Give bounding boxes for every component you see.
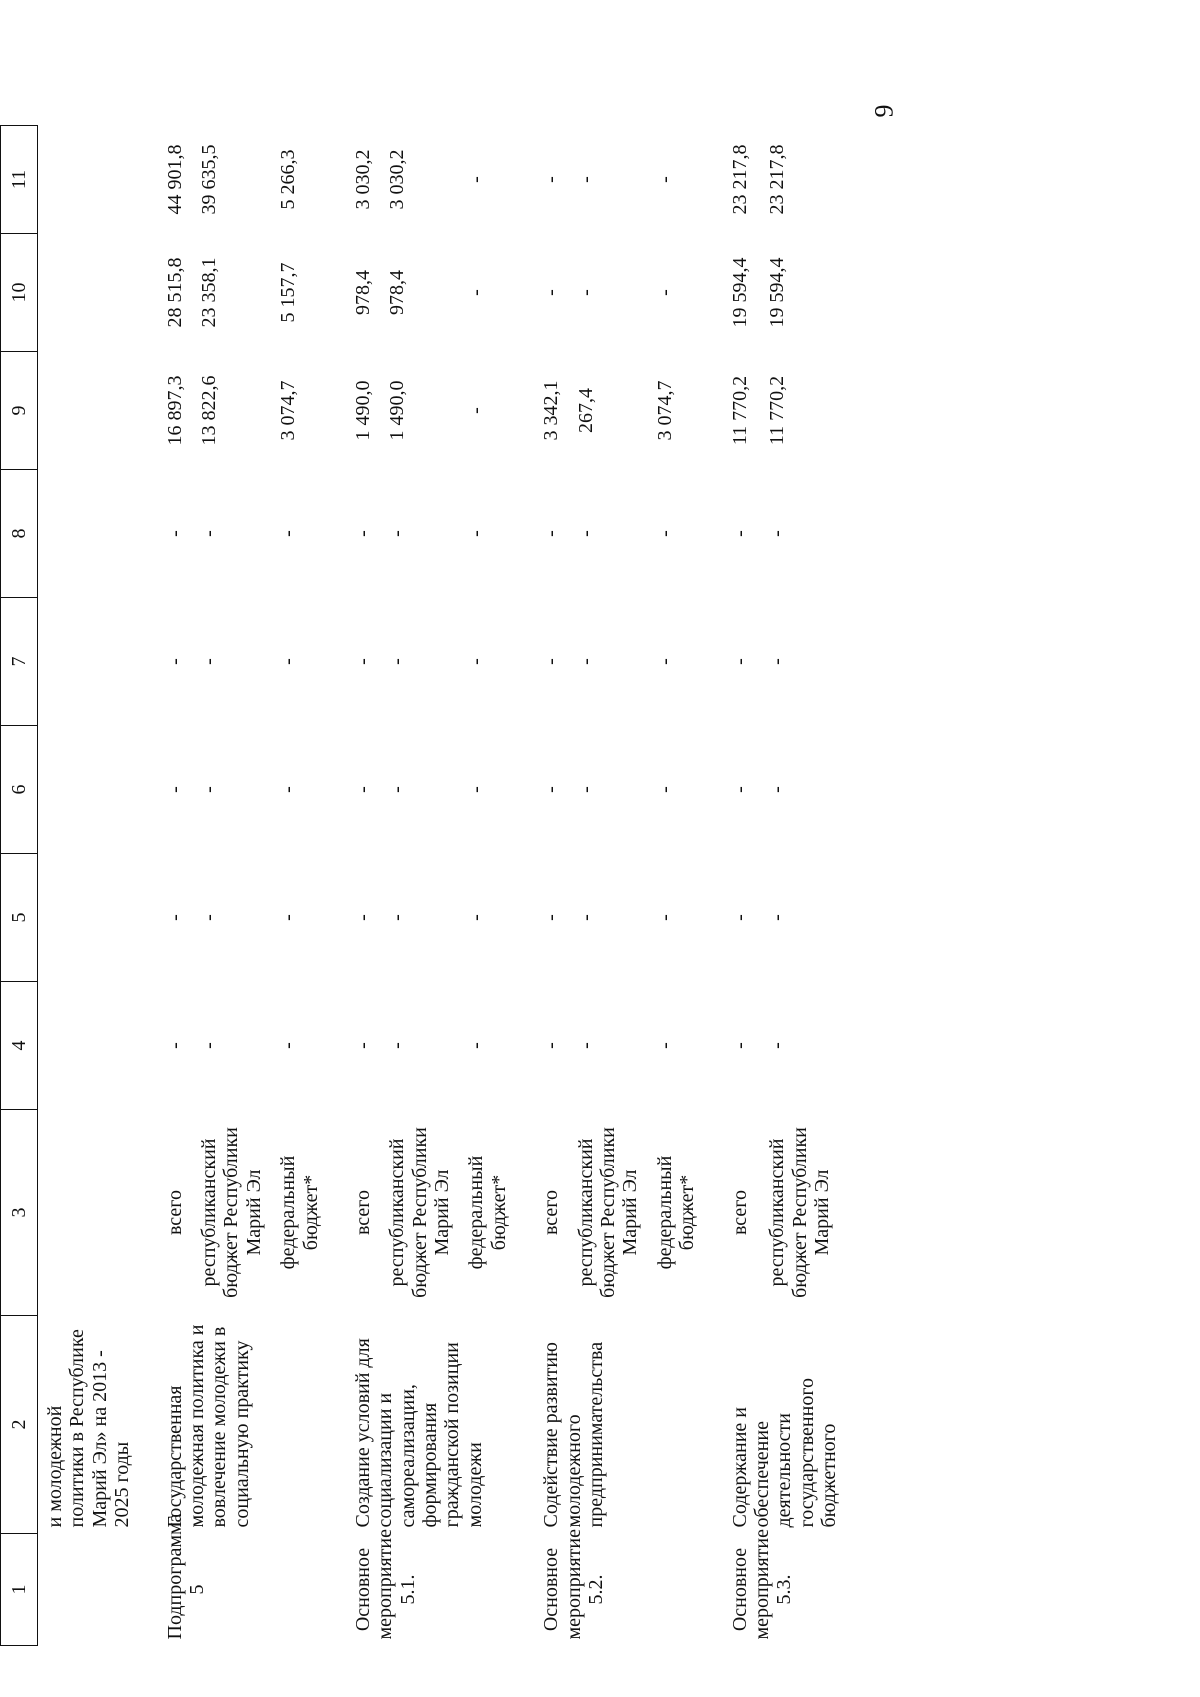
value-cell-c9: 3 342,1: [540, 380, 563, 441]
value-cell-c9: 3 074,7: [653, 380, 676, 441]
value-cell-c7: -: [163, 658, 186, 665]
funding-source: республиканский бюджет Республики Марий Эл: [197, 1127, 265, 1298]
value-cell-c4: -: [766, 1042, 789, 1049]
value-cell-c9: 13 822,6: [197, 375, 220, 446]
value-cell-c6: -: [766, 786, 789, 793]
value-cell-c6: -: [728, 786, 751, 793]
value-cell-c6: -: [163, 786, 186, 793]
value-cell-c11: 39 635,5: [197, 144, 220, 215]
value-cell-c11: -: [653, 176, 676, 183]
value-cell-c8: -: [277, 530, 300, 537]
value-cell-c9: -: [465, 407, 488, 414]
block-description: Создание условий для социализации и самореализации, формирования гражданской позиции молодежи: [351, 1338, 486, 1528]
funding-source: всего: [163, 1189, 186, 1236]
value-cell-c8: -: [766, 530, 789, 537]
value-cell-c4: -: [465, 1042, 488, 1049]
value-cell-c7: -: [728, 658, 751, 665]
value-cell-c10: -: [465, 289, 488, 296]
value-cell-c5: -: [277, 914, 300, 921]
value-cell-c11: -: [574, 176, 597, 183]
block-description: Государственная молодежная политика и вовлечение молодежи в социальную практику: [163, 1324, 253, 1528]
value-cell-c6: -: [540, 786, 563, 793]
table-row: [723, 126, 761, 1646]
value-cell-c7: -: [574, 658, 597, 665]
table-row: [158, 126, 192, 1646]
block-spacer: [140, 126, 158, 1646]
value-cell-c10: -: [653, 289, 676, 296]
value-cell-c10: 28 515,8: [163, 257, 186, 328]
funding-source: всего: [351, 1189, 374, 1236]
value-cell-c5: -: [351, 914, 374, 921]
column-header: 3: [1, 1110, 38, 1316]
funding-source: федеральный бюджет*: [465, 1155, 510, 1270]
block-description: Содержание и обеспечение деятельности государственного бюджетного: [728, 1377, 841, 1528]
value-cell-c7: -: [465, 658, 488, 665]
value-cell-c10: -: [540, 289, 563, 296]
value-cell-c9: 11 770,2: [728, 375, 751, 446]
column-header: 8: [1, 470, 38, 598]
value-cell-c8: -: [197, 530, 220, 537]
value-cell-c11: 23 217,8: [766, 144, 789, 215]
value-cell-c4: -: [197, 1042, 220, 1049]
value-cell-c6: -: [574, 786, 597, 793]
value-cell-c10: 978,4: [351, 270, 374, 315]
value-cell-c9: 16 897,3: [163, 375, 186, 446]
value-cell-c7: -: [540, 658, 563, 665]
value-cell-c11: 23 217,8: [728, 144, 751, 215]
page-number: 9: [869, 104, 899, 118]
funding-source: всего: [728, 1189, 751, 1236]
column-header: 9: [1, 352, 38, 470]
value-cell-c6: -: [351, 786, 374, 793]
column-header: 11: [1, 126, 38, 234]
intro-row: [38, 126, 140, 1646]
value-cell-c10: 19 594,4: [766, 257, 789, 328]
value-cell-c7: -: [197, 658, 220, 665]
value-cell-c6: -: [197, 786, 220, 793]
value-cell-c9: 1 490,0: [351, 380, 374, 441]
value-cell-c8: -: [465, 530, 488, 537]
column-numbers-row: [1, 126, 38, 1646]
value-cell-c5: -: [728, 914, 751, 921]
value-cell-c4: -: [574, 1042, 597, 1049]
value-cell-c4: -: [386, 1042, 409, 1049]
value-cell-c11: 44 901,8: [163, 144, 186, 215]
value-cell-c8: -: [163, 530, 186, 537]
block-spacer: [705, 126, 723, 1646]
value-cell-c6: -: [277, 786, 300, 793]
column-header: 10: [1, 234, 38, 352]
value-cell-c6: -: [386, 786, 409, 793]
value-cell-c4: -: [351, 1042, 374, 1049]
value-cell-c11: 3 030,2: [351, 149, 374, 210]
value-cell-c5: -: [465, 914, 488, 921]
table-row: [346, 126, 380, 1646]
value-cell-c8: -: [386, 530, 409, 537]
column-header: 5: [1, 854, 38, 982]
block-label: Основное мероприятие 5.2.: [540, 1529, 608, 1640]
funding-source: федеральный бюджет*: [653, 1155, 699, 1270]
value-cell-c4: -: [653, 1042, 676, 1049]
column-header: 7: [1, 598, 38, 726]
value-cell-c6: -: [653, 786, 676, 793]
value-cell-c5: -: [163, 914, 186, 921]
block-label: Основное мероприятие 5.1.: [351, 1529, 419, 1640]
block-label: Подпрограмма 5: [163, 1513, 208, 1640]
value-cell-c7: -: [766, 658, 789, 665]
value-cell-c10: 23 358,1: [197, 257, 220, 328]
value-cell-c5: -: [766, 914, 789, 921]
block-spacer: [516, 126, 534, 1646]
value-cell-c5: -: [653, 914, 676, 921]
value-cell-c5: -: [574, 914, 597, 921]
column-header: 6: [1, 726, 38, 854]
value-cell-c7: -: [653, 658, 676, 665]
value-cell-c4: -: [163, 1042, 186, 1049]
value-cell-c9: 3 074,7: [277, 380, 300, 441]
funding-source: республиканский бюджет Республики Марий Эл: [574, 1127, 642, 1298]
budget-table-sheet: [0, 126, 841, 1646]
value-cell-c11: -: [465, 176, 488, 183]
funding-source: федеральный бюджет*: [277, 1155, 322, 1270]
value-cell-c6: -: [465, 786, 488, 793]
value-cell-c4: -: [277, 1042, 300, 1049]
block-description: Содействие развитию молодежного предпринимательства: [540, 1341, 608, 1528]
program-title-continuation: и молодежной политики в Республике Марий Эл» на 2013 - 2025 годы: [44, 1329, 134, 1528]
value-cell-c10: 19 594,4: [728, 257, 751, 328]
value-cell-c11: 5 266,3: [277, 149, 300, 210]
value-cell-c10: -: [574, 289, 597, 296]
column-header: 1: [1, 1534, 38, 1646]
value-cell-c7: -: [277, 658, 300, 665]
value-cell-c5: -: [197, 914, 220, 921]
value-cell-c8: -: [653, 530, 676, 537]
value-cell-c5: -: [386, 914, 409, 921]
table-row: [534, 126, 568, 1646]
budget-table: [0, 125, 847, 1646]
value-cell-c9: 11 770,2: [766, 375, 789, 446]
funding-source: всего: [540, 1189, 563, 1236]
value-cell-c10: 978,4: [386, 270, 409, 315]
value-cell-c11: 3 030,2: [386, 149, 409, 210]
value-cell-c8: -: [574, 530, 597, 537]
value-cell-c7: -: [386, 658, 409, 665]
funding-source: республиканский бюджет Республики Марий Эл: [386, 1127, 454, 1298]
value-cell-c10: 5 157,7: [277, 262, 300, 323]
value-cell-c11: -: [540, 176, 563, 183]
value-cell-c9: 1 490,0: [386, 380, 409, 441]
block-label: Основное мероприятие 5.3.: [728, 1529, 796, 1640]
value-cell-c4: -: [540, 1042, 563, 1049]
value-cell-c8: -: [351, 530, 374, 537]
value-cell-c7: -: [351, 658, 374, 665]
value-cell-c9: 267,4: [574, 388, 597, 433]
value-cell-c8: -: [540, 530, 563, 537]
value-cell-c4: -: [728, 1042, 751, 1049]
column-header: 2: [1, 1316, 38, 1534]
block-spacer: [328, 126, 346, 1646]
value-cell-c5: -: [540, 914, 563, 921]
funding-source: республиканский бюджет Республики Марий Эл: [766, 1127, 833, 1298]
column-header: 4: [1, 982, 38, 1110]
value-cell-c8: -: [728, 530, 751, 537]
table-body: [38, 126, 847, 1646]
